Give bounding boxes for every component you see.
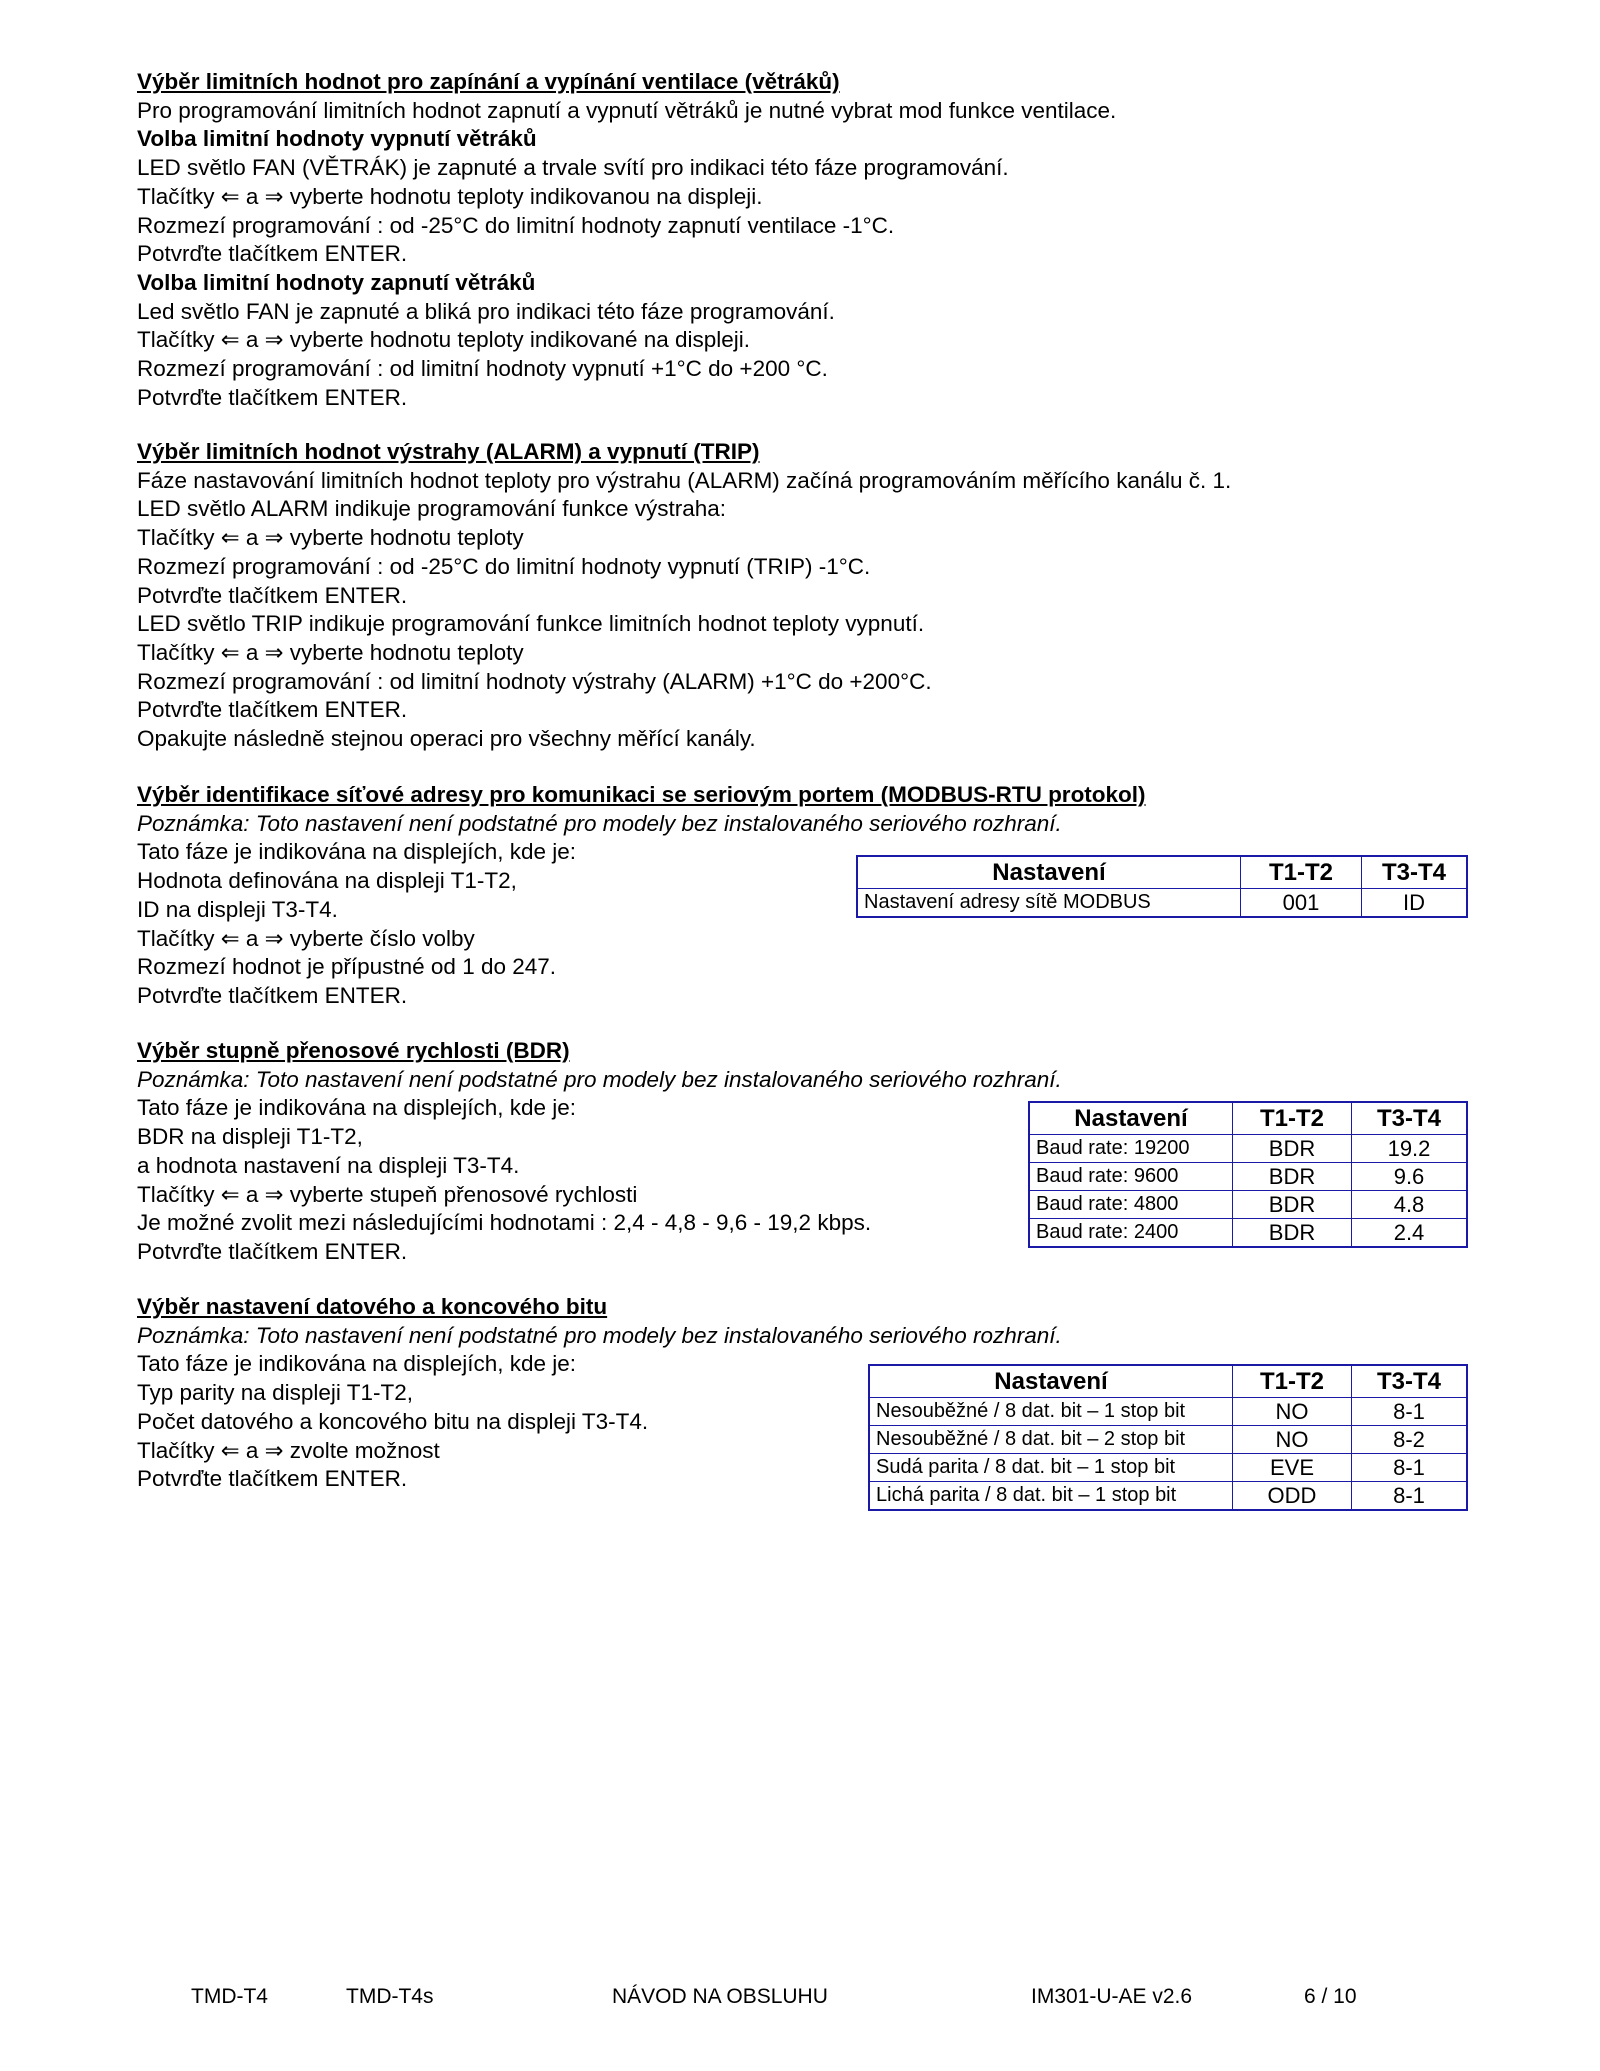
table-cell: EVE [1233,1454,1352,1482]
table-cell: 9.6 [1352,1163,1468,1191]
table-header-cell: T3-T4 [1352,1365,1468,1398]
table-header-cell: T1-T2 [1241,856,1362,889]
paragraph-line: Potvrďte tlačítkem ENTER. [137,582,408,608]
table-cell: Baud rate: 19200 [1029,1135,1233,1163]
footer-page-number: 6 / 10 [1304,1985,1357,2008]
table-header-cell: T3-T4 [1362,856,1468,889]
subheading: Volba limitní hodnoty zapnutí větráků [137,269,536,295]
section-heading: Výběr identifikace síťové adresy pro komunikaci se seriovým portem (MODBUS-RTU protokol) [137,782,1146,807]
paragraph-line: Opakujte následně stejnou operaci pro všechny měřící kanály. [137,726,756,752]
paragraph-line: LED světlo TRIP indikuje programování funkce limitních hodnot teploty vypnutí. [137,611,925,637]
table-row [869,1398,1467,1426]
table-cell: BDR [1233,1219,1352,1248]
table-cell: 19.2 [1352,1135,1468,1163]
paragraph-line: Tlačítky ⇐ a ⇒ vyberte číslo volby [137,925,475,951]
table-header-cell: Nastavení [869,1365,1233,1398]
paragraph-line: Rozmezí programování : od -25°C do limitní hodnoty vypnutí (TRIP) -1°C. [137,553,871,579]
bdr-settings-table [1028,1101,1468,1248]
section-heading: Výběr stupně přenosové rychlosti (BDR) [137,1038,570,1063]
paragraph-line: Potvrďte tlačítkem ENTER. [137,1466,408,1492]
section-alarm [137,438,1467,754]
table-row [1029,1135,1467,1163]
footer-doc-id: IM301-U-AE v2.6 [1031,1985,1193,2008]
paragraph-line: Počet datového a koncového bitu na displeji T3-T4. [137,1408,649,1434]
table-cell: BDR [1233,1191,1352,1219]
paragraph-line: Led světlo FAN je zapnuté a bliká pro indikaci této fáze programování. [137,298,835,324]
table-header-row [1029,1102,1467,1135]
paragraph-line: Potvrďte tlačítkem ENTER. [137,697,408,723]
table-row [869,1454,1467,1482]
paragraph-line: Je možné zvolit mezi následujícími hodnotami : 2,4 - 4,8 - 9,6 - 19,2 kbps. [137,1210,872,1236]
footer-title: NÁVOD NA OBSLUHU [612,1985,828,2008]
section-heading: Výběr limitních hodnot výstrahy (ALARM) a vypnutí (TRIP) [137,439,760,464]
table-header-cell: T1-T2 [1233,1102,1352,1135]
paragraph-line: Tato fáze je indikována na displejích, kde je: [137,839,577,865]
table-row [869,1482,1467,1511]
footer-model-2: TMD-T4s [346,1985,434,2008]
paragraph-line: Typ parity na displeji T1-T2, [137,1380,413,1406]
paragraph-line: LED světlo ALARM indikuje programování funkce výstraha: [137,496,727,522]
table-cell: Nastavení adresy sítě MODBUS [857,889,1241,918]
subheading: Volba limitní hodnoty vypnutí větráků [137,126,537,152]
table-header-cell: T1-T2 [1233,1365,1352,1398]
table-cell: Baud rate: 9600 [1029,1163,1233,1191]
modbus-settings-table [856,855,1468,918]
footer-model-1: TMD-T4 [191,1985,268,2008]
table-cell: 8-1 [1352,1398,1468,1426]
table-cell: NO [1233,1426,1352,1454]
table-row [1029,1191,1467,1219]
table-header-cell: Nastavení [857,856,1241,889]
table-row [1029,1163,1467,1191]
note: Poznámka: Toto nastavení není podstatné pro modely bez instalovaného seriového rozhraní. [137,810,1062,836]
paragraph-line: Tato fáze je indikována na displejích, kde je: [137,1351,577,1377]
table-cell: BDR [1233,1135,1352,1163]
paragraph-line: Hodnota definována na displeji T1-T2, [137,868,517,894]
section-heading: Výběr nastavení datového a koncového bitu [137,1294,608,1319]
table-cell: Nesouběžné / 8 dat. bit – 1 stop bit [869,1398,1233,1426]
paragraph-line: Tato fáze je indikována na displejích, kde je: [137,1095,577,1121]
paragraph-line: Tlačítky ⇐ a ⇒ vyberte hodnotu teploty [137,525,524,551]
paragraph-line: Tlačítky ⇐ a ⇒ zvolte možnost [137,1437,440,1463]
paragraph-line: Fáze nastavování limitních hodnot teploty pro výstrahu (ALARM) začíná programováním měřícího kanálu č. 1. [137,467,1232,493]
note: Poznámka: Toto nastavení není podstatné pro modely bez instalovaného seriového rozhraní. [137,1066,1062,1092]
paragraph-line: a hodnota nastavení na displeji T3-T4. [137,1152,520,1178]
table-cell: ODD [1233,1482,1352,1511]
table-cell: Nesouběžné / 8 dat. bit – 2 stop bit [869,1426,1233,1454]
section-ventilation [137,68,1467,412]
table-header-cell: T3-T4 [1352,1102,1468,1135]
table-cell: NO [1233,1398,1352,1426]
table-cell: Lichá parita / 8 dat. bit – 1 stop bit [869,1482,1233,1511]
table-cell: 8-1 [1352,1454,1468,1482]
paragraph-line: Pro programování limitních hodnot zapnutí a vypnutí větráků je nutné vybrat mod funkce ventilace. [137,97,1117,123]
paragraph-line: Rozmezí programování : od limitní hodnoty výstrahy (ALARM) +1°C do +200°C. [137,668,932,694]
bits-settings-table [868,1364,1468,1511]
section-heading: Výběr limitních hodnot pro zapínání a vypínání ventilace (větráků) [137,69,840,94]
table-cell: 8-2 [1352,1426,1468,1454]
table-header-row [869,1365,1467,1398]
table-cell: ID [1362,889,1468,918]
table-row [869,1426,1467,1454]
table-header-row [857,856,1467,889]
table-cell: BDR [1233,1163,1352,1191]
table-cell: Sudá parita / 8 dat. bit – 1 stop bit [869,1454,1233,1482]
paragraph-line: LED světlo FAN (VĚTRÁK) je zapnuté a trvale svítí pro indikaci této fáze programování. [137,155,1009,181]
table-cell: 4.8 [1352,1191,1468,1219]
paragraph-line: Potvrďte tlačítkem ENTER. [137,241,408,267]
paragraph-line: Tlačítky ⇐ a ⇒ vyberte hodnotu teploty indikované na displeji. [137,327,751,353]
table-header-cell: Nastavení [1029,1102,1233,1135]
table-cell: 2.4 [1352,1219,1468,1248]
paragraph-line: Potvrďte tlačítkem ENTER. [137,982,408,1008]
table-cell: 8-1 [1352,1482,1468,1511]
paragraph-line: BDR na displeji T1-T2, [137,1124,363,1150]
paragraph-line: Rozmezí hodnot je přípustné od 1 do 247. [137,954,557,980]
paragraph-line: Tlačítky ⇐ a ⇒ vyberte hodnotu teploty indikovanou na displeji. [137,183,763,209]
paragraph-line: ID na displeji T3-T4. [137,896,338,922]
note: Poznámka: Toto nastavení není podstatné pro modely bez instalovaného seriového rozhraní. [137,1322,1062,1348]
table-cell: Baud rate: 2400 [1029,1219,1233,1248]
paragraph-line: Potvrďte tlačítkem ENTER. [137,1238,408,1264]
paragraph-line: Tlačítky ⇐ a ⇒ vyberte hodnotu teploty [137,639,524,665]
paragraph-line: Potvrďte tlačítkem ENTER. [137,384,408,410]
table-row [1029,1219,1467,1248]
paragraph-line: Tlačítky ⇐ a ⇒ vyberte stupeň přenosové rychlosti [137,1181,638,1207]
table-cell: 001 [1241,889,1362,918]
paragraph-line: Rozmezí programování : od limitní hodnoty vypnutí +1°C do +200 °C. [137,356,828,382]
table-row [857,889,1467,918]
table-cell: Baud rate: 4800 [1029,1191,1233,1219]
paragraph-line: Rozmezí programování : od -25°C do limitní hodnoty zapnutí ventilace -1°C. [137,212,895,238]
